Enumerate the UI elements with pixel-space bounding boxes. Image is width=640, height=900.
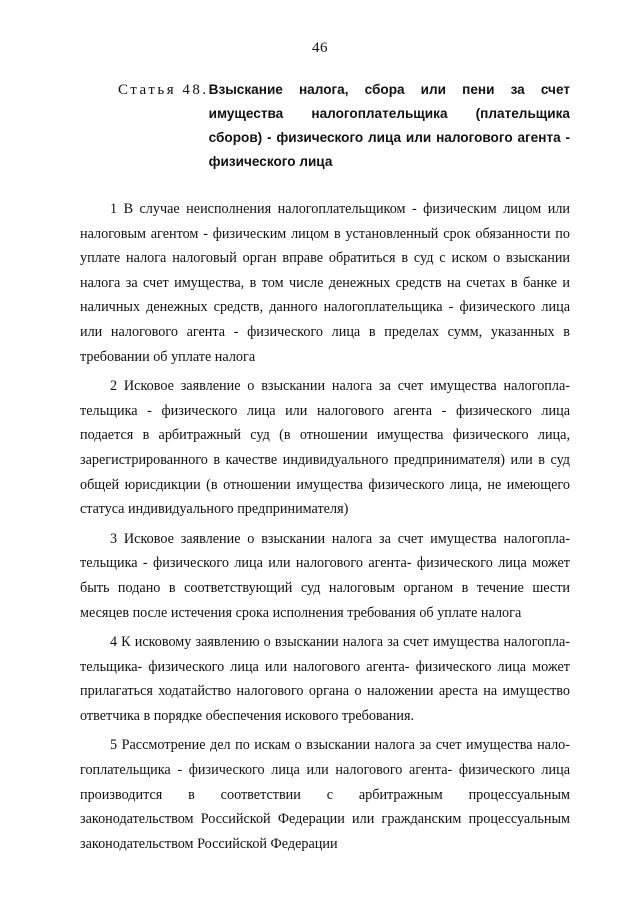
paragraph-5: 5 Рассмотрение дел по искам о взыскании налога за счет имущества налогоплательщика - физического лица или налогового агента- физического лица производится в соответствии с арбитражным процессуальным законодательством Российской Федерации или гражданским процессуальным законодательством Российской Федерации <box>80 737 570 852</box>
article-body <box>80 197 570 861</box>
paragraph-1: 1 В случае неисполнения налогоплательщиком - физическим лицом или налоговым агентом - физическим лицом в установленный срок обязанности по уплате налога налоговый орган вправе обратиться в суд с иском о взыскании налога за счет имущества, в том числе денежных средств на счетах в банке и наличных денежных средств, данного налогоплательщика - физического лица или налогового агента - физического лица в пределах сумм, указанных в требовании об уплате налога <box>80 201 570 365</box>
paragraph-2: 2 Исковое заявление о взыскании налога за счет имущества налогоплательщика - физического лица или налогового агента - физического лица подается в арбитражный суд (в отношении имущества физического лица, зарегистрированного в качестве индивидуального предпринимателя) или в суд общей юрисдикции (в отношении имущества физического лица, не имеющего статуса индивидуального предпринимателя) <box>80 378 570 518</box>
paragraph-4: 4 К исковому заявлению о взыскании налога за счет имущества налогоплательщика- физического лица или налогового агента- физического лица может прилагаться ходатайство налогового органа о наложении ареста на имущество ответчика в порядке обеспечения искового требования. <box>80 634 570 724</box>
paragraph-3: 3 Исковое заявление о взыскании налога за счет имущества налогоплательщика - физического лица или налогового агента- физического лица может быть подано в соответствующий суд налоговым органом в течение шести месяцев после истечения срока исполнения требования об уплате налога <box>80 530 570 621</box>
article-header <box>118 78 570 174</box>
article-label: Статья 48. <box>118 82 209 98</box>
article-title: Взыскание налога, сбора или пени за счет имущества налогоплательщика (плательщика сборов) - физического лица или налогового агента - физического лица <box>208 82 570 169</box>
page-number: 46 <box>312 40 328 56</box>
